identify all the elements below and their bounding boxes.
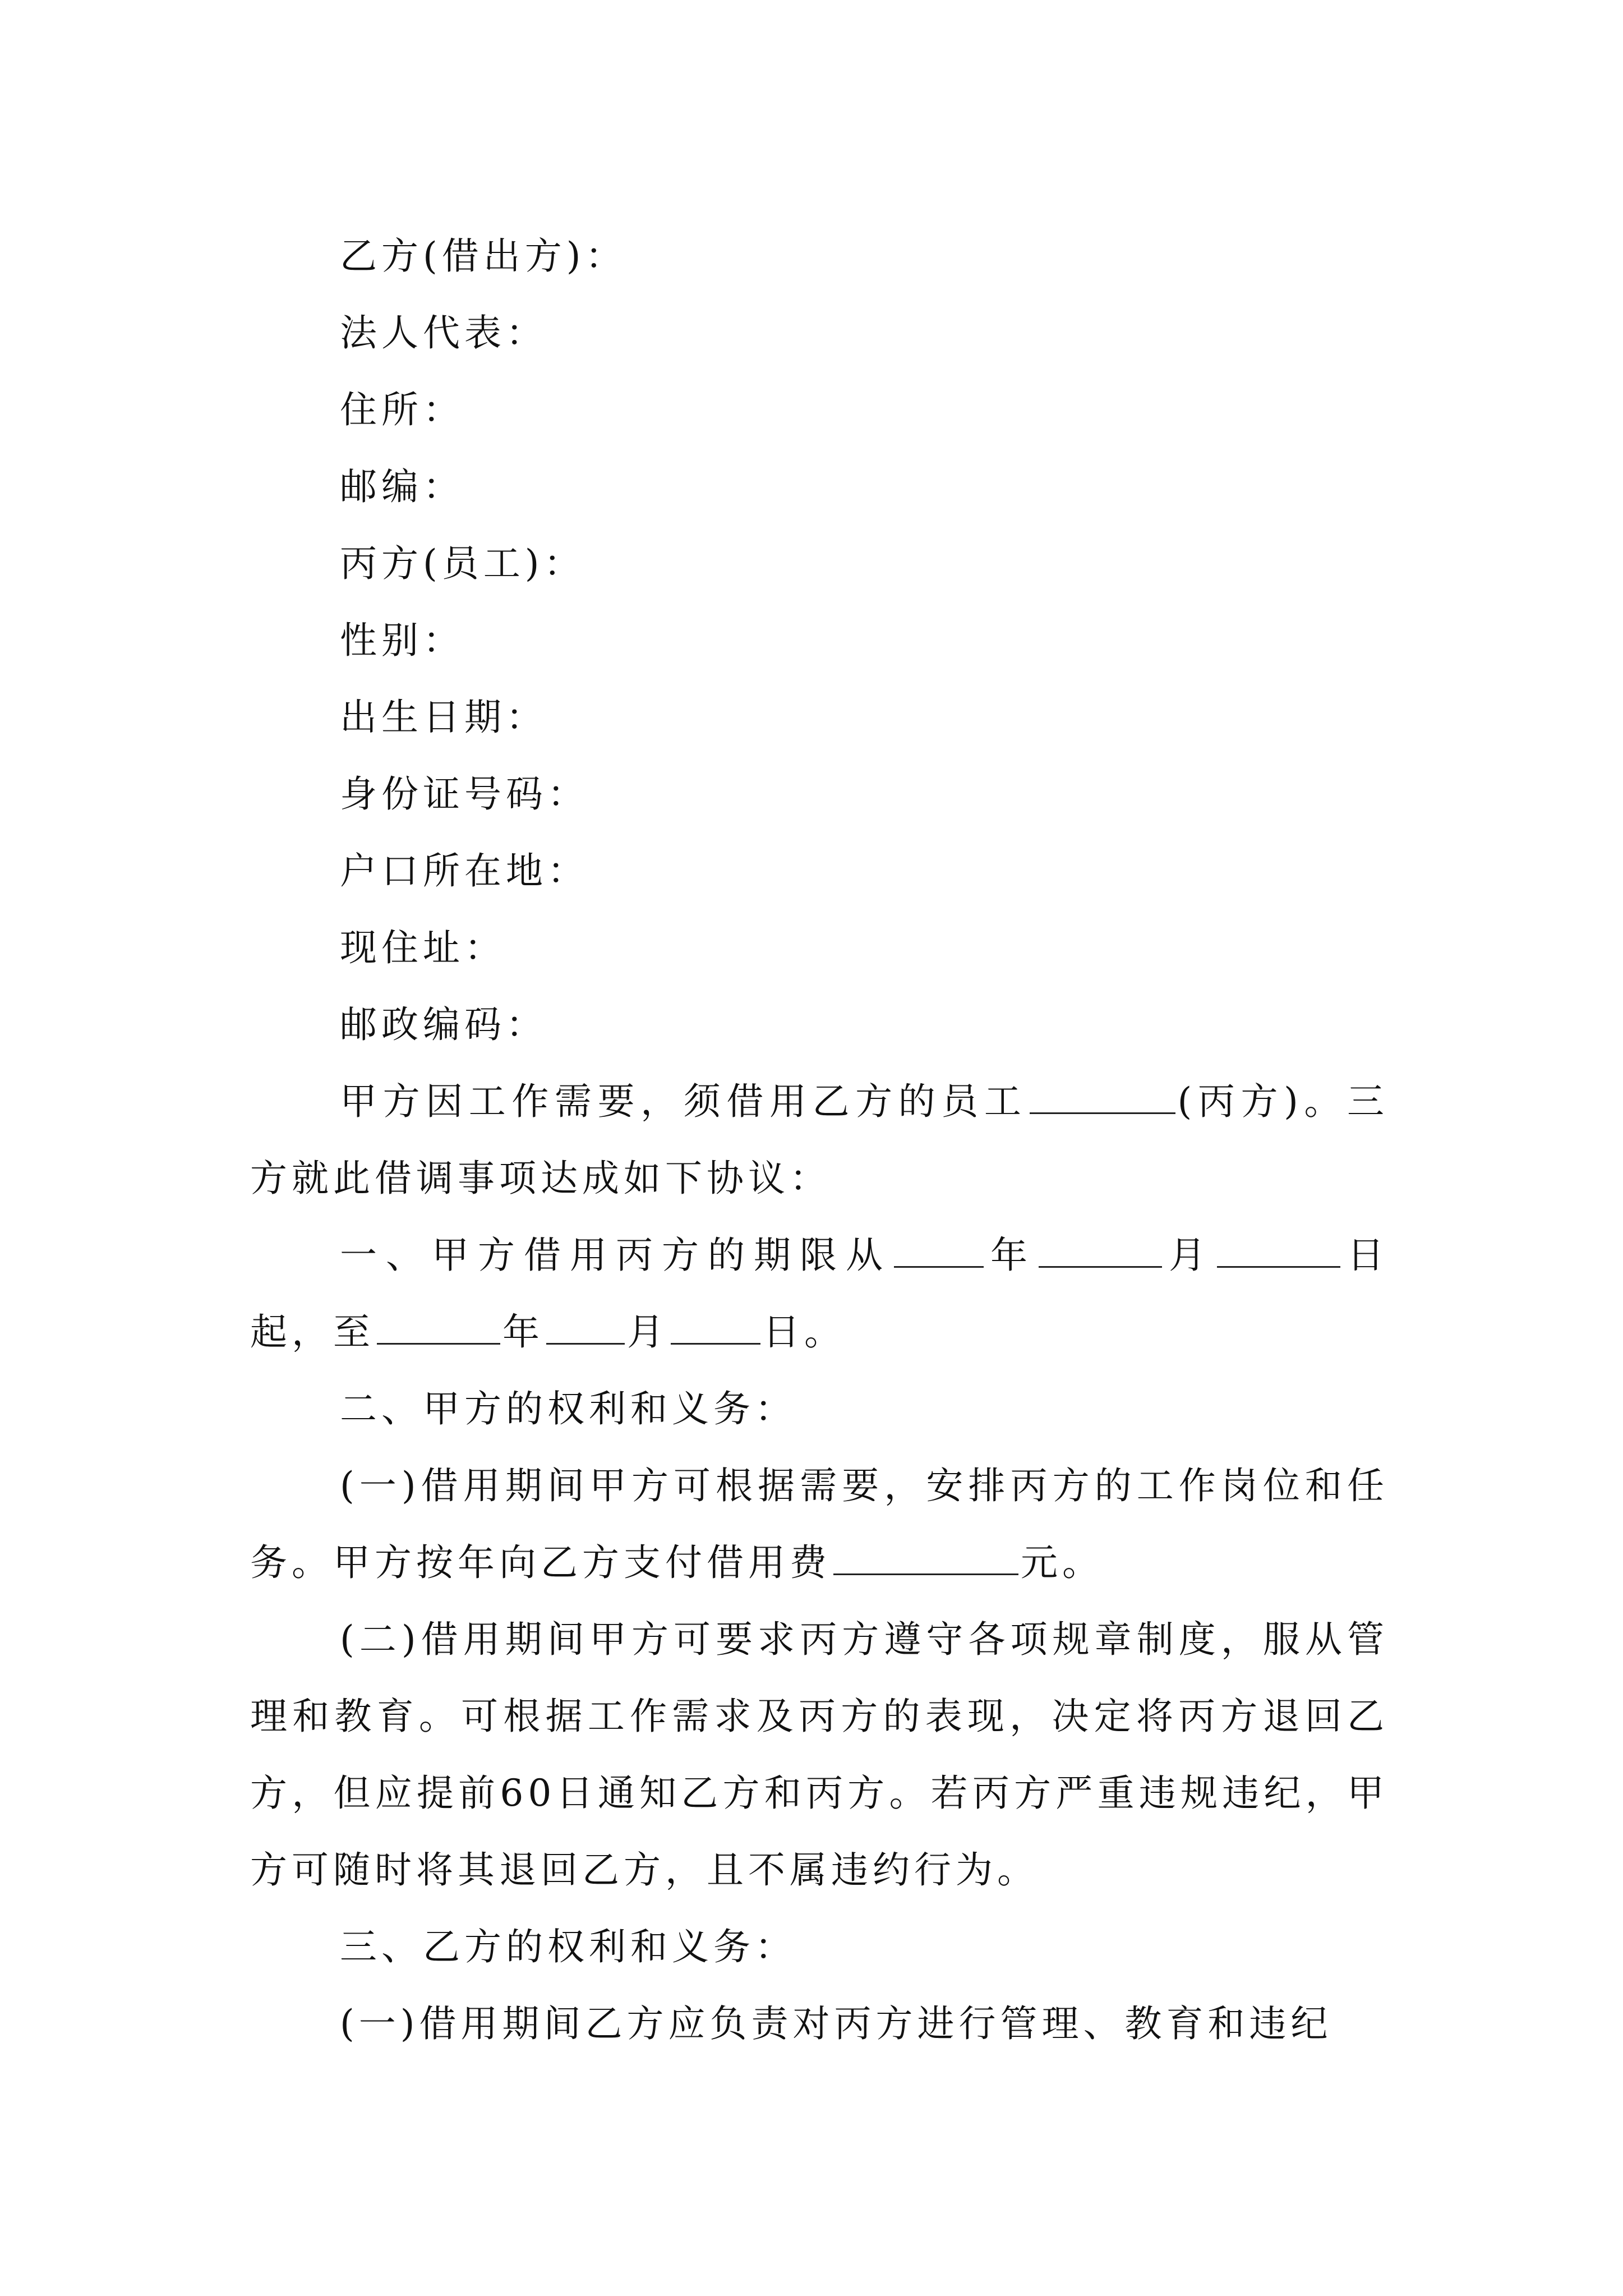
field-current-address: 现住址： [340,926,506,969]
clause-1-end-month-label: 月 [627,1310,668,1354]
document-body [250,218,1389,2062]
field-domicile: 住所： [340,388,464,431]
clause-1-text-a: 一、甲方借用丙方的期限从 [340,1234,892,1277]
clause-2-2-paragraph: (二)借用期间甲方可要求丙方遵守各项规章制度，服从管理和教育。可根据工作需求及丙方的表现，决定将丙方退回乙方，但应提前60日通知乙方和丙方。若丙方严重违规违纪，甲方可随时将其退回乙方，且不属违约行为。 [250,1618,1389,1892]
clause-3-title: 三、乙方的权利和义务： [340,1925,796,1968]
end-day-blank [671,1308,760,1345]
intro-text-2: (丙方)。三方就此借调事项达成如下协议： [250,1080,1389,1200]
field-postcode: 邮编： [340,465,464,508]
clause-2-1-text-b: 元。 [1021,1541,1104,1584]
clause-1-end-year-label: 年 [502,1310,544,1354]
start-day-blank [1217,1231,1340,1268]
clause-2-title: 二、甲方的权利和义务： [340,1387,796,1430]
start-year-blank [894,1231,984,1268]
clause-1-text-b: 起，至 [250,1310,375,1354]
clause-1-end-text: 日。 [763,1310,846,1354]
clause-2-1-text-a: (一)借用期间甲方可根据需要，安排丙方的工作岗位和任务。甲方按年向乙方支付借用费 [250,1464,1389,1584]
end-year-blank [377,1308,500,1345]
start-month-blank [1039,1231,1162,1268]
field-household-registration: 户口所在地： [340,849,589,892]
intro-text-1: 甲方因工作需要，须借用乙方的员工 [340,1080,1027,1123]
field-party-b: 乙方(借出方)： [340,234,627,278]
borrowing-fee-blank [833,1539,1018,1575]
end-month-blank [546,1308,625,1345]
employee-name-blank [1030,1078,1175,1114]
clause-1-paragraph [250,1217,1389,1370]
clause-2-1-paragraph [250,1447,1389,1601]
field-birth-date: 出生日期： [340,696,547,739]
clause-1-day-label: 日 [1343,1234,1389,1277]
field-id-number: 身份证号码： [340,772,589,816]
clause-1-month-label: 月 [1164,1234,1215,1277]
intro-paragraph [250,1063,1389,1217]
field-postal-code: 邮政编码： [340,1003,547,1046]
clause-3-1-paragraph: (一)借用期间乙方应负责对丙方进行管理、教育和违纪 [340,2002,1332,2045]
clause-1-year-label: 年 [986,1234,1036,1277]
field-legal-representative: 法人代表： [340,311,547,355]
field-party-c: 丙方(员工)： [340,542,585,585]
field-gender: 性别： [340,619,464,662]
